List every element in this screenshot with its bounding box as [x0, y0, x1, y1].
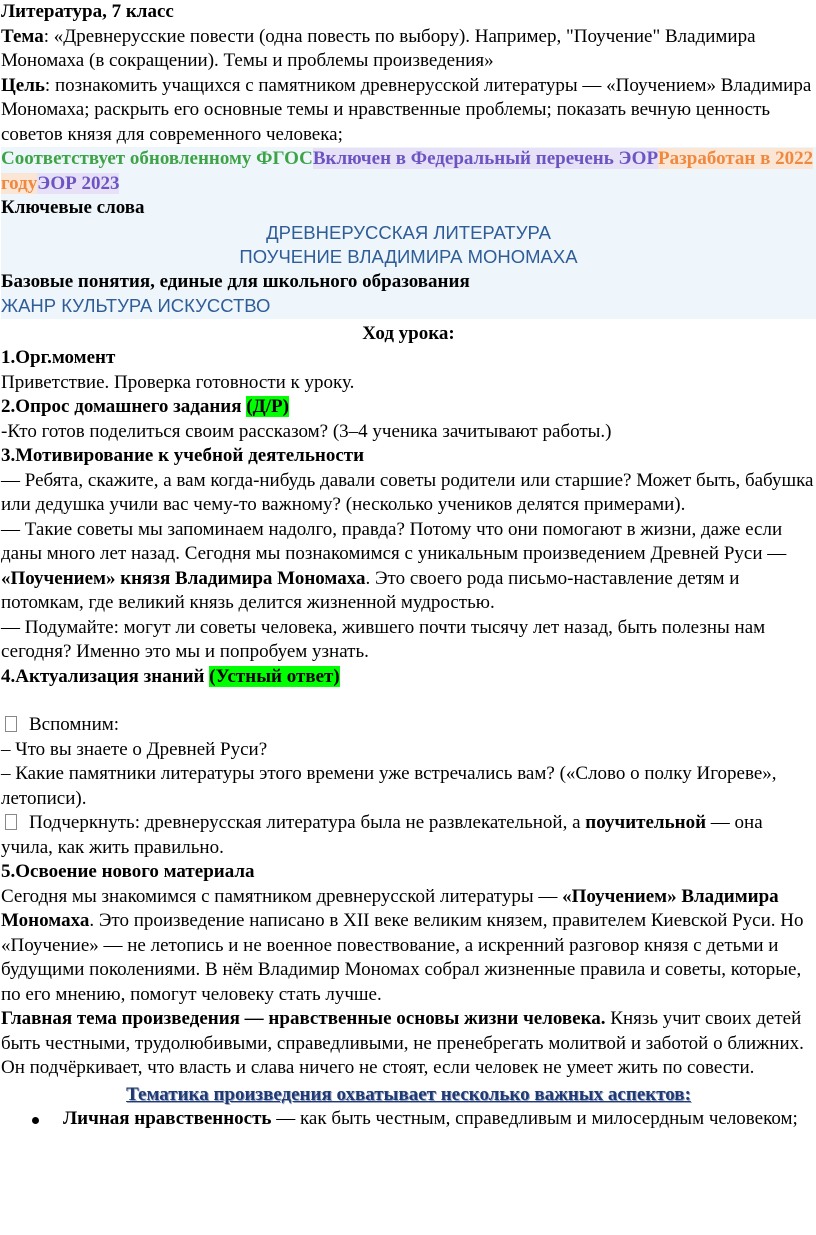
list-item: Личная нравственность — как быть честным, справедливым и милосердным человеком;: [63, 1107, 816, 1132]
bullet-symbol-icon: [5, 814, 17, 830]
topic-paragraph: Тема: «Древнерусские повести (одна повесть по выбору). Например, "Поучение" Владимира Мономаха (в сокращении). Темы и проблемы произведения»: [1, 25, 756, 71]
federal-list-badge: Включен в Федеральный перечень ЭОР: [312, 148, 659, 169]
themes-list: [1, 1107, 816, 1132]
section-title: 5.Освоение нового материала: [1, 861, 255, 882]
section-text: Приветствие. Проверка готовности к уроку.: [1, 371, 355, 393]
base-concepts-items: ЖАНР КУЛЬТУРА ИСКУССТВО: [1, 295, 271, 316]
fgos-badge: Соответствует обновленному ФГОС: [1, 148, 313, 169]
goal-label: Цель: [1, 74, 45, 96]
document-title: Литература, 7 класс: [1, 1, 174, 22]
section-title: 1.Орг.момент: [1, 347, 116, 368]
year-badge: Разработан в 2022 году: [1, 148, 814, 194]
section-text: — Такие советы мы запоминаем надолго, правда? Потому что они помогают в жизни, даже если даны много лет назад. Сегодня мы познакомимся с уникальным произведением Древней Руси — «Поучением» князя Владимира Мономаха. Это своего рода письмо-наставление детям и потомкам, где великий князь делится жизненной мудростью.: [1, 518, 787, 613]
section-text: Сегодня мы знакомимся с памятником древнерусской литературы — «Поучением» Владимира Мономаха. Это произведение написано в XII веке великим князем, правителем Киевской Руси. Но «Поучение» — не летопись и не военное повествование, а искренний разговор князя с детьми и будущими поколениями. В нём Владимир Мономах собрал жизненные правила и советы, которые, по его мнению, помогут человеку стать лучше.: [1, 885, 804, 1005]
section-text: — Подумайте: могут ли советы человека, жившего почти тысячу лет назад, быть полезны нам сегодня? Именно это мы и попробуем узнать.: [1, 616, 766, 662]
badges-line: [1, 147, 816, 196]
keywords-label: Ключевые слова: [1, 197, 145, 218]
oral-answer-tag: (Устный ответ): [209, 665, 340, 687]
keyword-item: ДРЕВНЕРУССКАЯ ЛИТЕРАТУРА: [266, 221, 551, 243]
section-title: 2.Опрос домашнего задания (Д/Р): [1, 396, 289, 417]
section-title: 4.Актуализация знаний (Устный ответ): [1, 665, 340, 687]
homework-tag: (Д/Р): [246, 396, 289, 417]
base-concepts-label: Базовые понятия, единые для школьного образования: [1, 270, 470, 292]
section-text: – Какие памятники литературы этого времени уже встречались вам? («Слово о полку Игореве», летописи).: [1, 763, 777, 809]
section-text: — Ребята, скажите, а вам когда-нибудь давали советы родители или старшие? Может быть, бабушка или дедушка учили вас чему-то важному? (несколько учеников делятся примерами).: [1, 469, 814, 515]
info-band: [1, 147, 816, 319]
bullet-icon: [32, 1117, 39, 1124]
section-text: Вспомним:: [1, 713, 816, 738]
section-text: Подчеркнуть: древнерусская литература была не развлекательной, а поучительной — она учила, как жить правильно.: [1, 812, 763, 858]
themes-heading: Тематика произведения охватывает несколько важных аспектов:: [126, 1083, 691, 1105]
section-text: -Кто готов поделиться своим рассказом? (3–4 ученика зачитывают работы.): [1, 420, 612, 442]
section-title: 3.Мотивирование к учебной деятельности: [1, 445, 365, 466]
section-text: – Что вы знаете о Древней Руси?: [1, 738, 268, 760]
topic-label: Тема: [1, 25, 44, 47]
eor-badge: ЭОР 2023: [37, 172, 120, 194]
goal-paragraph: Цель: познакомить учащихся с памятником древнерусской литературы — «Поучением» Владимира Мономаха; раскрыть его основные темы и нравственные проблемы; показать вечную ценность советов князя для современного человека;: [1, 74, 812, 145]
section-text: Главная тема произведения — нравственные основы жизни человека. Князь учит своих детей быть честными, трудолюбивыми, справедливыми, не пренебрегать молитвой и заботой о ближних. Он подчёркивает, что власть и слава ничего не стоят, если человек не умеет жить по совести.: [1, 1008, 804, 1078]
bullet-symbol-icon: [5, 716, 17, 732]
lesson-heading: Ход урока:: [362, 322, 455, 344]
keyword-item: ПОУЧЕНИЕ ВЛАДИМИРА МОНОМАХА: [239, 246, 578, 267]
